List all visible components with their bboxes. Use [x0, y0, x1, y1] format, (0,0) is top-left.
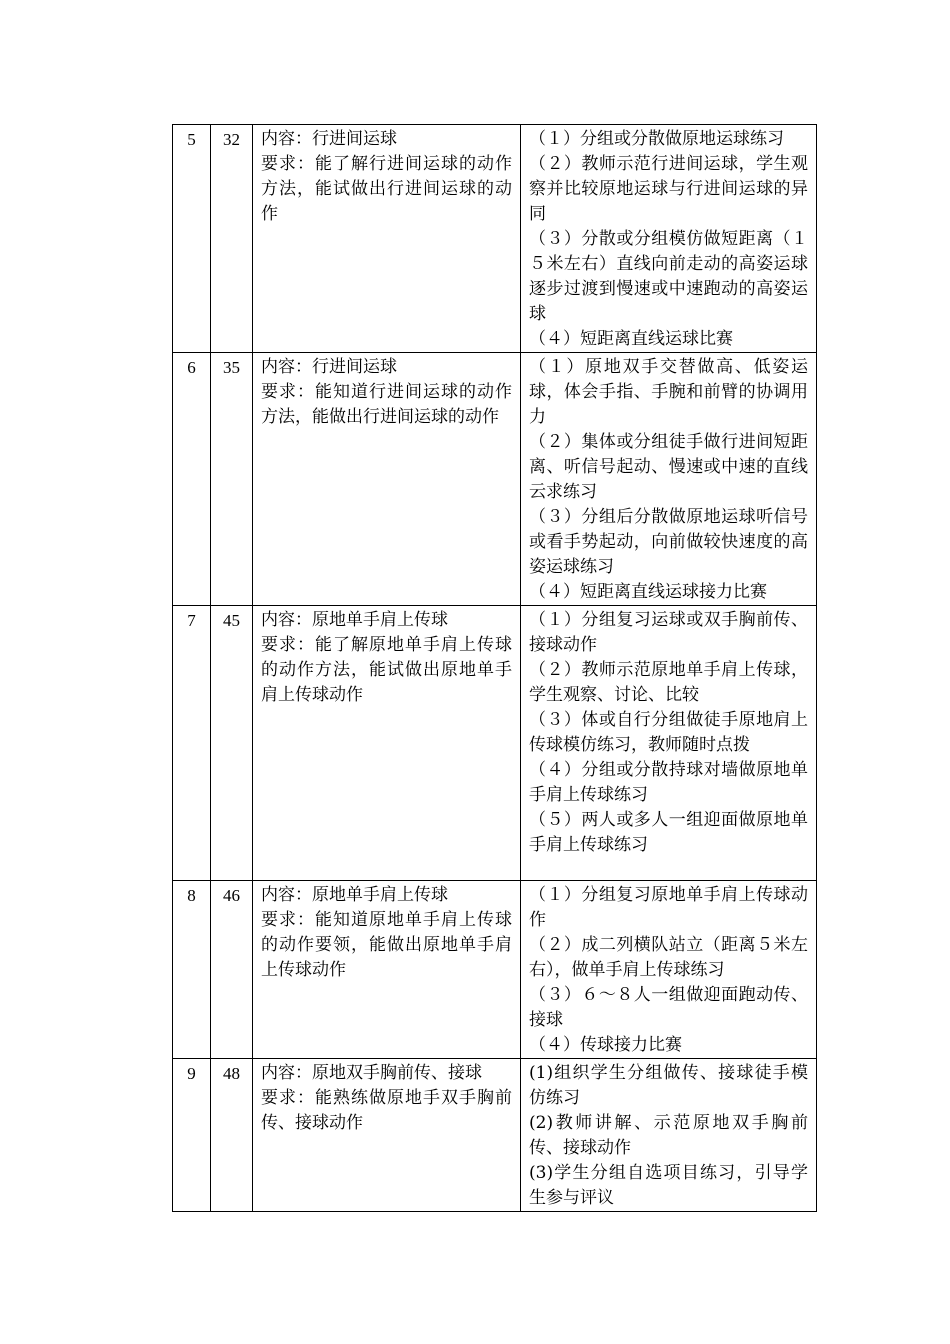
lesson-content	[253, 353, 521, 606]
requirement-text: 要求：能知道原地单手肩上传球的动作要领，能做出原地单手肩上传球动作	[261, 910, 512, 980]
lesson-number: 9	[173, 1059, 211, 1212]
lesson-number: 8	[173, 881, 211, 1059]
requirement-text: 要求：能知道行进间运球的动作方法，能做出行进间运球的动作	[261, 382, 512, 427]
method-item: （３）６～８人一组做迎面跑动传、接球	[529, 985, 808, 1030]
content-text: 内容：原地单手肩上传球	[261, 610, 448, 630]
content-text: 内容：原地双手胸前传、接球	[261, 1063, 482, 1083]
lesson-content	[253, 125, 521, 353]
lesson-hours: 35	[211, 353, 253, 606]
method-item: （２）集体或分组徒手做行进间短距离、听信号起动、慢速或中速的直线云求练习	[529, 432, 808, 502]
method-item: (1)组织学生分组做传、接球徒手模仿练习	[529, 1063, 808, 1108]
table-row	[173, 353, 817, 606]
method-item: （５）两人或多人一组迎面做原地单手肩上传球练习	[529, 810, 808, 855]
method-item: (2)教师讲解、示范原地双手胸前传、接球动作	[529, 1113, 808, 1158]
requirement-text: 要求：能了解原地单手肩上传球的动作方法，能试做出原地单手肩上传球动作	[261, 635, 512, 705]
lesson-content	[253, 1059, 521, 1212]
lesson-hours: 32	[211, 125, 253, 353]
lesson-methods	[521, 1059, 817, 1212]
lesson-number: 7	[173, 606, 211, 881]
method-item: (3)学生分组自选项目练习，引导学生参与评议	[529, 1163, 808, 1208]
table-row	[173, 1059, 817, 1212]
lesson-methods	[521, 881, 817, 1059]
method-item: （４）短距离直线运球接力比赛	[529, 582, 767, 602]
content-text: 内容：行进间运球	[261, 129, 397, 149]
lesson-plan-table	[172, 124, 817, 1212]
lesson-content	[253, 606, 521, 881]
content-text: 内容：行进间运球	[261, 357, 397, 377]
method-item: （４）短距离直线运球比赛	[529, 329, 733, 349]
method-item: （４）传球接力比赛	[529, 1035, 682, 1055]
lesson-content	[253, 881, 521, 1059]
method-item: （１）分组复习原地单手肩上传球动作	[529, 885, 808, 930]
lesson-number: 6	[173, 353, 211, 606]
table-row	[173, 881, 817, 1059]
table-row	[173, 606, 817, 881]
method-item: （３）分散或分组模仿做短距离（１５米左右）直线向前走动的高姿运球逐步过渡到慢速或中速跑动的高姿运球	[529, 229, 808, 324]
method-item: （３）分组后分散做原地运球听信号或看手势起动，向前做较快速度的高姿运球练习	[529, 507, 808, 577]
method-item: （２）教师示范原地单手肩上传球，学生观察、讨论、比较	[529, 660, 808, 705]
requirement-text: 要求：能熟练做原地手双手胸前传、接球动作	[261, 1088, 512, 1133]
content-text: 内容：原地单手肩上传球	[261, 885, 448, 905]
method-item: （２）教师示范行进间运球，学生观察并比较原地运球与行进间运球的异同	[529, 154, 808, 224]
method-item: （４）分组或分散持球对墙做原地单手肩上传球练习	[529, 760, 808, 805]
requirement-text: 要求：能了解行进间运球的动作方法，能试做出行进间运球的动作	[261, 154, 512, 224]
lesson-methods	[521, 125, 817, 353]
method-item: （１）分组或分散做原地运球练习	[529, 129, 784, 149]
lesson-hours: 46	[211, 881, 253, 1059]
table-row	[173, 125, 817, 353]
lesson-hours: 48	[211, 1059, 253, 1212]
method-item: （２）成二列横队站立（距离５米左右），做单手肩上传球练习	[529, 935, 808, 980]
method-item: （３）体或自行分组做徒手原地肩上传球模仿练习，教师随时点拨	[529, 710, 808, 755]
lesson-number: 5	[173, 125, 211, 353]
method-item: （１）分组复习运球或双手胸前传、接球动作	[529, 610, 808, 655]
lesson-methods	[521, 606, 817, 881]
lesson-methods	[521, 353, 817, 606]
lesson-hours: 45	[211, 606, 253, 881]
method-item: （１）原地双手交替做高、低姿运球，体会手指、手腕和前臂的协调用力	[529, 357, 808, 427]
